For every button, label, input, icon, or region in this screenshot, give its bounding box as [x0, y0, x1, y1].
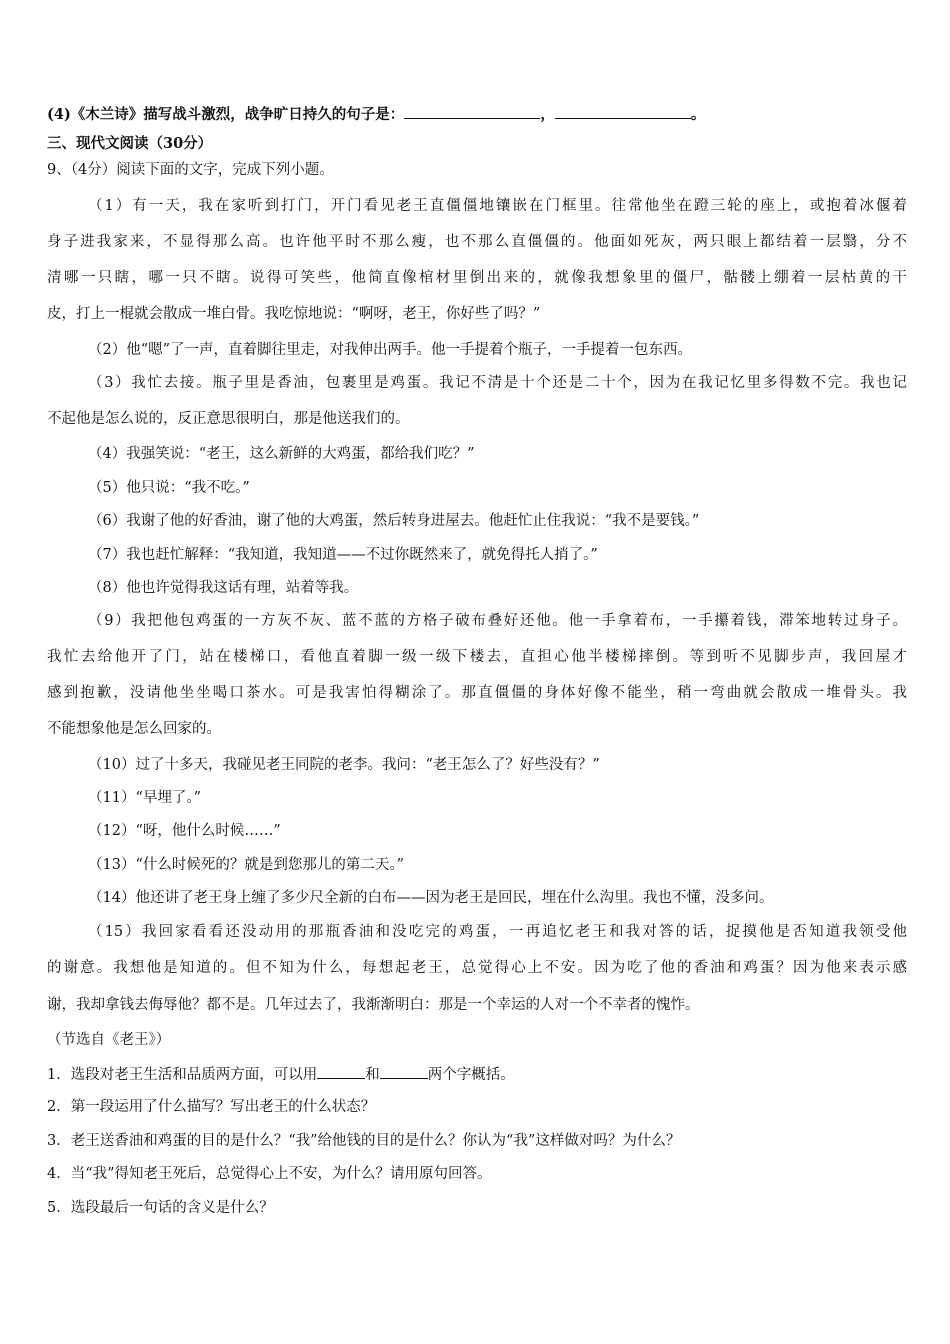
passage-p1-line-1: （1）有一天，我在家听到打门，开门看见老王直僵僵地镶嵌在门框里。往常他坐在蹬三轮的座上，或抱着冰偃着 — [88, 198, 907, 214]
answer-blank-q1-b[interactable] — [380, 1064, 428, 1079]
sub-question-1-text-a: 1．选段对老王生活和品质两方面，可以用 — [47, 1067, 318, 1083]
passage-p11: （11）“早埋了。” — [88, 790, 202, 806]
passage-p1-line-3: 清哪一只瞎，哪一只不瞎。说得可笑些，他简直像棺材里倒出来的，就像我想象里的僵尸，骷髅上绷着一层枯黄的干 — [47, 270, 907, 286]
answer-blank-2[interactable] — [555, 104, 691, 119]
passage-p9-line-1: （9）我把他包鸡蛋的一方灰不灰、蓝不蓝的方格子破布叠好还他。他一手拿着布，一手攥着钱，滞笨地转过身子。 — [88, 613, 907, 629]
sub-question-1-text-c: 两个字概括。 — [427, 1067, 515, 1083]
sub-question-1-text-b: 和 — [365, 1067, 380, 1083]
question-4-separator: ， — [540, 106, 555, 123]
passage-p2: （2）他“嗯”了一声，直着脚往里走，对我伸出两手。他一手提着个瓶子，一手提着一包东西。 — [88, 342, 693, 358]
passage-p10: （10）过了十多天，我碰见老王同院的老李。我问：“老王怎么了？好些没有？” — [88, 757, 600, 773]
passage-p15-line-1: （15）我回家看看还没动用的那瓶香油和没吃完的鸡蛋，一再追忆老王和我对答的话，捉摸他是否知道我领受他 — [88, 924, 907, 940]
question-4-end: 。 — [690, 106, 706, 123]
passage-p4: （4）我强笑说：“老王，这么新鲜的大鸡蛋，都给我们吃？” — [88, 446, 475, 462]
passage-p6: （6）我谢了他的好香油，谢了他的大鸡蛋，然后转身进屋去。他赶忙止住我说：“我不是要钱。” — [88, 513, 700, 529]
passage-p5: （5）他只说：“我不吃。” — [88, 480, 250, 496]
answer-blank-1[interactable] — [404, 104, 540, 119]
passage-p14: （14）他还讲了老王身上缠了多少尺全新的白布——因为老王是回民，埋在什么沟里。我也不懂，没多问。 — [88, 890, 774, 906]
passage-p15-line-3: 谢，我却拿钱去侮辱他？都不是。几年过去了，我渐渐明白：那是一个幸运的人对一个不幸者的愧怍。 — [47, 997, 700, 1013]
passage-p7: （7）我也赶忙解释：“我知道，我知道——不过你既然来了，就免得托人捎了。” — [88, 547, 598, 563]
section-heading: 三、现代文阅读（30分） — [47, 135, 213, 152]
question-4-prefix: (4)《木兰诗》描写战斗激烈，战争旷日持久的句子是： — [47, 106, 405, 123]
passage-source: （节选自《老王》） — [47, 1032, 171, 1048]
passage-p9-line-3: 感到抱歉，没请他坐坐喝口茶水。可是我害怕得糊涂了。那直僵僵的身体好像不能坐，稍一弯曲就会散成一堆骨头。我 — [47, 685, 907, 701]
sub-question-4: 4．当“我”得知老王死后，总觉得心上不安，为什么？请用原句回答。 — [47, 1166, 492, 1182]
sub-question-3: 3．老王送香油和鸡蛋的目的是什么？“我”给他钱的目的是什么？你认为“我”这样做对吗？为什么？ — [47, 1133, 681, 1149]
passage-p9-line-4: 不能想象他是怎么回家的。 — [47, 721, 221, 737]
sub-question-2: 2．第一段运用了什么描写？写出老王的什么状态？ — [47, 1099, 376, 1115]
passage-p9-line-2: 我忙去给他开了门，站在楼梯口，看他直着脚一级一级下楼去，直担心他半楼梯摔倒。等到听不见脚步声，我回屋才 — [47, 649, 907, 665]
sub-question-5: 5．选段最后一句话的含义是什么？ — [47, 1200, 274, 1216]
question-9-intro: 9、（4分）阅读下面的文字，完成下列小题。 — [47, 162, 334, 178]
passage-p3-line-2: 不起他是怎么说的，反正意思很明白，那是他送我们的。 — [47, 411, 410, 427]
question-4-line — [47, 104, 907, 125]
passage-p3-line-1: （3）我忙去接。瓶子里是香油，包裹里是鸡蛋。我记不清是十个还是二十个，因为在我记忆里多得数不完。我也记 — [88, 375, 907, 391]
answer-blank-q1-a[interactable] — [317, 1064, 365, 1079]
passage-p13: （13）“什么时候死的？就是到您那儿的第二天。” — [88, 857, 405, 873]
passage-p1-line-4: 皮，打上一棍就会散成一堆白骨。我吃惊地说：“啊呀，老王，你好些了吗？” — [47, 306, 541, 322]
sub-question-1 — [47, 1064, 907, 1085]
passage-p1-line-2: 身子进我家来，不显得那么高。也许他平时不那么瘦，也不那么直僵僵的。他面如死灰，两只眼上都结着一层翳，分不 — [47, 234, 907, 250]
passage-p15-line-2: 的谢意。我想他是知道的。但不知为什么，每想起老王，总觉得心上不安。因为吃了他的香油和鸡蛋？因为他来表示感 — [47, 960, 907, 976]
passage-p12: （12）“呀，他什么时候……” — [88, 823, 281, 839]
passage-p8: （8）他也许觉得我这话有理，站着等我。 — [88, 580, 359, 596]
